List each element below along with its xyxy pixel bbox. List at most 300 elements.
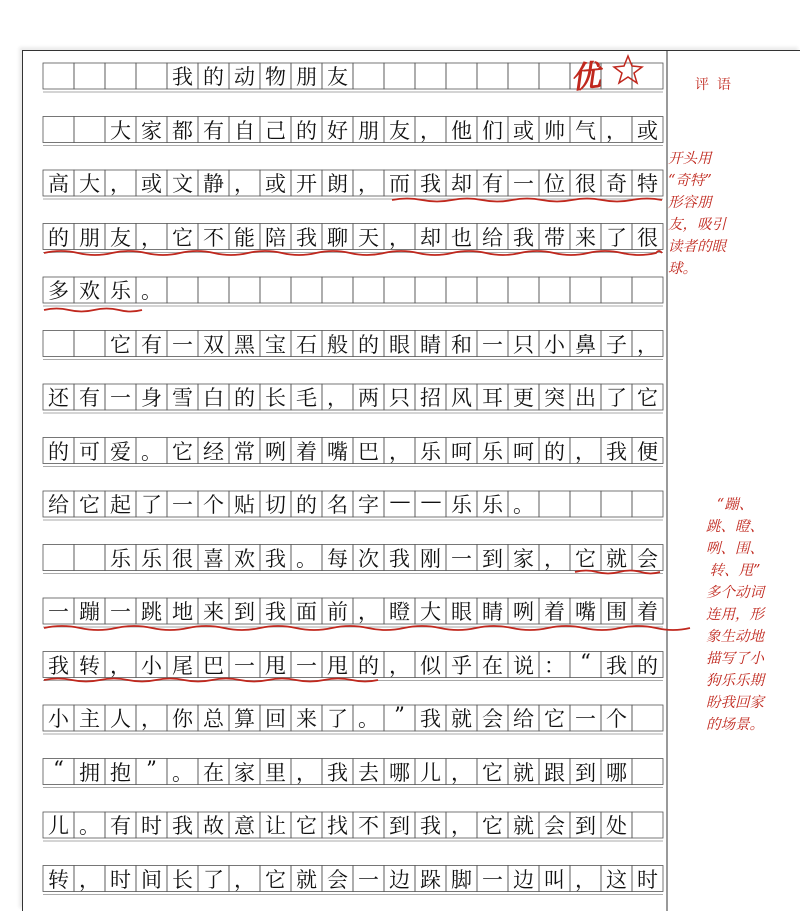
essay-char: 巴	[203, 653, 224, 678]
essay-char: 长	[172, 867, 193, 892]
essay-char: 物	[265, 65, 286, 89]
essay-char: 陪	[265, 225, 286, 250]
grid-cell	[384, 63, 415, 89]
essay-char: 它	[482, 760, 503, 785]
grid-cell	[353, 277, 384, 303]
essay-char: 它	[110, 332, 131, 357]
essay-char: 它	[296, 814, 317, 838]
essay-char: 乐	[110, 546, 131, 571]
comment-verbs	[676, 494, 794, 736]
grid-cell	[632, 759, 663, 785]
essay-char: 乐	[482, 493, 503, 517]
grid-cell	[74, 63, 105, 89]
essay-char: 奇	[606, 172, 627, 196]
essay-char: ，	[544, 546, 565, 571]
essay-char: 两	[358, 386, 379, 410]
essay-char: 朋	[358, 118, 379, 143]
essay-char: 到	[389, 814, 410, 838]
essay-char: —	[389, 489, 411, 513]
essay-char: 围	[606, 600, 627, 624]
grid-cell	[477, 63, 508, 89]
essay-char: 。	[172, 760, 193, 785]
essay-char: 乐	[110, 279, 131, 303]
comment-line: 开头用	[668, 151, 712, 167]
essay-char: 有	[141, 332, 162, 357]
essay-char: 。	[513, 493, 534, 517]
grid-cell	[632, 277, 663, 303]
grid-cell	[43, 331, 74, 357]
essay-char: 来	[296, 707, 317, 731]
grade-mark: 优	[568, 58, 603, 97]
essay-char: 到	[234, 600, 255, 624]
essay-char: 却	[420, 225, 441, 250]
grid-cell	[446, 63, 477, 89]
essay-char: 蹦	[79, 600, 100, 624]
essay-char: 它	[575, 546, 596, 571]
essay-char: 很	[637, 225, 658, 250]
grid-cell	[539, 491, 570, 517]
essay-char: 大	[110, 118, 131, 143]
comment-line: 友，吸引	[668, 217, 726, 233]
essay-char: 特	[637, 172, 658, 196]
essay-char: 就	[513, 760, 534, 785]
essay-char: 它	[482, 814, 503, 838]
grid-cell	[508, 277, 539, 303]
grid-cell	[136, 63, 167, 89]
essay-char: 刚	[420, 546, 441, 571]
essay-char: 前	[327, 600, 348, 624]
essay-char: 朋	[79, 225, 100, 250]
essay-char: 就	[296, 867, 317, 892]
essay-char: 每	[327, 546, 348, 571]
essay-char: 到	[482, 546, 503, 571]
essay-char: 帅	[544, 118, 565, 143]
essay-char: ，	[575, 439, 596, 464]
essay-char: 次	[358, 546, 379, 571]
grid-cell	[167, 277, 198, 303]
essay-char: 个	[203, 493, 224, 517]
essay-char: 双	[203, 332, 224, 357]
essay-char: ，	[451, 760, 472, 785]
grid-cell	[74, 117, 105, 143]
grid-cell	[105, 63, 136, 89]
essay-char: 欢	[234, 546, 255, 571]
essay-char: 一	[172, 332, 193, 357]
comment-line: 球。	[668, 261, 697, 277]
essay-char: 巴	[358, 439, 379, 464]
essay-char: 跳	[141, 600, 162, 624]
essay-char: 会	[544, 814, 565, 838]
essay-char: 白	[203, 386, 224, 410]
essay-char: 抱	[110, 760, 131, 785]
grid-cell	[291, 277, 322, 303]
essay-char: 了	[203, 867, 224, 892]
grid-cell	[74, 545, 105, 571]
essay-char: 位	[544, 172, 565, 196]
essay-char: 时	[637, 867, 658, 892]
essay-char: 它	[637, 386, 658, 410]
essay-char: 的	[296, 118, 317, 143]
essay-char: 天	[358, 225, 379, 250]
essay-char: 就	[606, 546, 627, 571]
essay-char: 着	[544, 600, 565, 624]
essay-char: 乐	[141, 546, 162, 571]
essay-char: 似	[420, 653, 441, 678]
comment-line: 读者的眼	[668, 239, 726, 255]
essay-char: ，	[451, 814, 472, 838]
essay-char: 我	[172, 65, 193, 89]
essay-char: ，	[296, 760, 317, 785]
essay-char: 让	[265, 814, 286, 838]
essay-char: 咧	[265, 439, 286, 464]
essay-char: 石	[296, 332, 317, 357]
essay-char: 鼻	[575, 332, 596, 357]
essay-char: 己	[265, 118, 286, 143]
essay-char: 。	[141, 439, 162, 464]
essay-char: 大	[79, 172, 100, 196]
grid-cell	[353, 63, 384, 89]
grid-cell	[601, 63, 632, 89]
essay-char: 子	[606, 332, 627, 357]
essay-char: 眼	[389, 332, 410, 357]
essay-char: 们	[482, 118, 503, 143]
essay-char: 突	[544, 386, 565, 410]
essay-char: ，	[575, 867, 596, 892]
essay-char: 家	[513, 546, 534, 571]
essay-char: 地	[172, 600, 193, 624]
grid-cell	[43, 117, 74, 143]
essay-char: 一	[172, 493, 193, 517]
essay-char: 我	[48, 653, 69, 678]
essay-char: 到	[575, 760, 596, 785]
comment-line: 连用，形	[706, 607, 764, 623]
grid-cell	[446, 277, 477, 303]
essay-char: 甩	[327, 653, 348, 678]
essay-char: 长	[265, 386, 286, 410]
essay-char: 时	[110, 867, 131, 892]
essay-char: 出	[575, 386, 596, 410]
essay-char: 或	[513, 118, 534, 143]
essay-char: 叫	[544, 867, 565, 892]
essay-char: 主	[79, 707, 100, 731]
essay-char: 经	[203, 439, 224, 464]
grid-cell	[415, 277, 446, 303]
essay-char: “	[53, 756, 64, 781]
essay-char: 便	[637, 439, 658, 464]
essay-char: 有	[110, 814, 131, 838]
essay-char: 了	[327, 707, 348, 731]
essay-char: 我	[420, 172, 441, 196]
grid-cell	[322, 277, 353, 303]
essay-char: 友	[327, 65, 348, 89]
essay-char: 找	[327, 814, 348, 838]
essay-char: 毛	[296, 386, 317, 410]
essay-char: 气	[575, 118, 596, 143]
essay-char: 脚	[451, 867, 472, 892]
essay-char: 文	[172, 172, 193, 196]
essay-char: 我	[420, 814, 441, 838]
essay-char: 你	[172, 707, 193, 731]
grid-cell	[601, 491, 632, 517]
essay-char: ，	[637, 332, 658, 357]
essay-char: ：	[544, 653, 565, 678]
comment-line: 的场景。	[706, 717, 764, 733]
essay-char: ，	[141, 225, 162, 250]
essay-char: 说	[513, 653, 534, 678]
grid-cell	[570, 277, 601, 303]
essay-char: 呵	[451, 439, 472, 464]
essay-char: 意	[234, 814, 255, 838]
essay-char: 就	[451, 707, 472, 731]
essay-char: 间	[141, 867, 162, 892]
essay-char: ，	[141, 707, 162, 731]
essay-char: 起	[110, 493, 131, 517]
essay-char: 的	[637, 653, 658, 678]
essay-char: 能	[234, 225, 255, 250]
essay-char: 招	[420, 386, 441, 410]
essay-char: 有	[79, 386, 100, 410]
essay-char: ，	[420, 118, 441, 143]
essay-char: ”	[146, 756, 157, 781]
comment-line: 形容朋	[668, 195, 712, 211]
essay-char: 有	[203, 118, 224, 143]
essay-char: 一	[451, 546, 472, 571]
comment-line: 盼我回家	[706, 695, 764, 711]
essay-char: 会	[637, 546, 658, 571]
essay-char: 这	[606, 867, 627, 892]
essay-char: 身	[141, 386, 162, 410]
essay-char: 还	[48, 386, 69, 410]
essay-char: 来	[203, 600, 224, 624]
essay-char: 一	[296, 653, 317, 678]
essay-char: 我	[296, 225, 317, 250]
essay-char: 的	[296, 493, 317, 517]
essay-char: 的	[358, 332, 379, 357]
essay-char: ，	[234, 867, 255, 892]
essay-char: 尾	[172, 653, 193, 678]
essay-char: 他	[451, 118, 472, 143]
essay-char: 。	[358, 707, 379, 731]
essay-char: 着	[296, 439, 317, 464]
essay-char: 到	[575, 814, 596, 838]
essay-char: 一	[110, 386, 131, 410]
essay-char: 我	[389, 546, 410, 571]
essay-char: 转	[79, 653, 100, 678]
essay-char: 了	[606, 225, 627, 250]
essay-char: 贴	[234, 493, 255, 517]
essay-char: 会	[482, 707, 503, 731]
essay-char: 名	[327, 493, 348, 517]
essay-char: 很	[172, 546, 193, 571]
essay-char: ，	[327, 386, 348, 410]
essay-char: 高	[48, 172, 69, 196]
grid-cell	[43, 545, 74, 571]
essay-char: 爱	[110, 439, 131, 464]
grid-cell	[632, 812, 663, 838]
comment-line: 转、甩”	[709, 563, 761, 579]
essay-char: 我	[606, 653, 627, 678]
essay-char: 乐	[482, 439, 503, 464]
essay-char: 我	[327, 760, 348, 785]
essay-char: 人	[110, 707, 131, 731]
essay-char: 字	[358, 493, 379, 517]
grid-cell	[415, 63, 446, 89]
essay-char: 了	[141, 493, 162, 517]
essay-char: 就	[513, 814, 534, 838]
essay-char: 着	[637, 600, 658, 624]
grid-cell	[632, 705, 663, 731]
essay-char: 的	[358, 653, 379, 678]
essay-char: 黑	[234, 332, 255, 357]
essay-char: 跟	[544, 760, 565, 785]
essay-char: 一	[48, 600, 69, 624]
comment-line: 象生动地	[706, 629, 764, 645]
grid-cell	[632, 491, 663, 517]
essay-char: 故	[203, 814, 224, 838]
essay-char: ，	[358, 600, 379, 624]
essay-char: 它	[172, 225, 193, 250]
essay-char: 眼	[451, 600, 472, 624]
essay-char: 多	[48, 279, 69, 303]
essay-char: ，	[110, 653, 131, 678]
essay-char: 好	[327, 118, 348, 143]
essay-char: 我	[172, 814, 193, 838]
essay-char: 可	[79, 439, 100, 464]
grid-cell	[570, 491, 601, 517]
essay-char: 乎	[451, 653, 472, 678]
essay-char: 面	[296, 600, 317, 624]
essay-char: 的	[234, 386, 255, 410]
comment-line: 咧、围、	[706, 541, 764, 557]
essay-char: 或	[141, 172, 162, 196]
essay-char: ，	[389, 653, 410, 678]
essay-char: 喜	[203, 546, 224, 571]
essay-char: 跺	[420, 867, 441, 892]
essay-char: 我	[265, 546, 286, 571]
essay-char: 小	[141, 653, 162, 678]
essay-char: 在	[482, 653, 503, 678]
comment-line: “蹦、	[716, 497, 754, 513]
essay-char: 我	[606, 439, 627, 464]
grid-cell	[539, 277, 570, 303]
essay-char: 算	[234, 707, 255, 731]
essay-char: 回	[265, 707, 286, 731]
essay-char: 我	[513, 225, 534, 250]
essay-char: 动	[234, 65, 255, 89]
essay-char: 欢	[79, 279, 100, 303]
essay-char: 哪	[389, 760, 410, 785]
grid-cell	[74, 331, 105, 357]
essay-char: 大	[420, 600, 441, 624]
essay-char: 一	[513, 172, 534, 196]
essay-char: 小	[48, 707, 69, 731]
essay-char: 一	[110, 600, 131, 624]
essay-char: 小	[544, 332, 565, 357]
essay-char: 它	[265, 867, 286, 892]
grid-cell	[508, 63, 539, 89]
essay-char: ，	[389, 439, 410, 464]
essay-char: 拥	[79, 760, 100, 785]
essay-char: 边	[389, 867, 410, 892]
essay-char: 。	[79, 814, 100, 838]
essay-char: 个	[606, 707, 627, 731]
essay-char: 的	[48, 439, 69, 464]
essay-char: 自	[234, 118, 255, 143]
essay-char: 转	[48, 867, 69, 892]
grid-cell	[260, 277, 291, 303]
essay-char: 。	[141, 279, 162, 303]
essay-char: ，	[110, 172, 131, 196]
essay-char: 睛	[420, 332, 441, 357]
essay-char: 家	[234, 760, 255, 785]
essay-char: 和	[451, 332, 472, 357]
essay-char: 一	[234, 653, 255, 678]
essay-char: 朋	[296, 65, 317, 89]
essay-char: 甩	[265, 653, 286, 678]
grid-cell	[601, 277, 632, 303]
essay-char: 般	[327, 332, 348, 357]
essay-char: 不	[358, 814, 379, 838]
essay-char: 它	[172, 439, 193, 464]
essay-char: 呵	[513, 439, 534, 464]
comment-opening	[668, 148, 726, 280]
essay-char: 却	[451, 172, 472, 196]
essay-char: ，	[358, 172, 379, 196]
essay-char: 总	[203, 707, 224, 731]
essay-char: 家	[141, 118, 162, 143]
essay-char: “	[580, 649, 591, 674]
grid-cell	[539, 63, 570, 89]
essay-char: 给	[48, 493, 69, 517]
essay-char: 一	[482, 867, 503, 892]
essay-char: 常	[234, 439, 255, 464]
essay-char: 的	[48, 225, 69, 250]
essay-char: 咧	[513, 600, 534, 624]
grid-cell	[43, 63, 74, 89]
essay-char: ，	[79, 867, 100, 892]
essay-char: 来	[575, 225, 596, 250]
comment-header: 评语	[695, 77, 739, 93]
essay-char: ，	[606, 118, 627, 143]
essay-char: 在	[203, 760, 224, 785]
essay-char: 或	[265, 172, 286, 196]
essay-char: 也	[451, 225, 472, 250]
essay-char: 都	[172, 118, 193, 143]
essay-char: 嘴	[575, 600, 596, 624]
essay-char: 友	[110, 225, 131, 250]
essay-char: 切	[265, 493, 286, 517]
essay-char: 睛	[482, 600, 503, 624]
essay-char: 边	[513, 867, 534, 892]
essay-char: 时	[141, 814, 162, 838]
essay-char: 哪	[606, 760, 627, 785]
essay-char: 宝	[265, 332, 286, 357]
essay-char: 朗	[327, 172, 348, 196]
essay-char: 给	[513, 707, 534, 731]
essay-char: 里	[265, 760, 286, 785]
grid-cell	[477, 277, 508, 303]
essay-char: 处	[606, 814, 627, 838]
essay-char: 开	[296, 172, 317, 196]
essay-char: 乐	[451, 493, 472, 517]
grid-cell	[384, 277, 415, 303]
comment-line: 狗乐乐期	[706, 673, 764, 689]
comment-line: “奇特”	[668, 173, 712, 189]
essay-char: 聊	[327, 225, 348, 250]
grid-cell	[229, 277, 260, 303]
essay-char: 乐	[420, 439, 441, 464]
essay-char: 我	[265, 600, 286, 624]
